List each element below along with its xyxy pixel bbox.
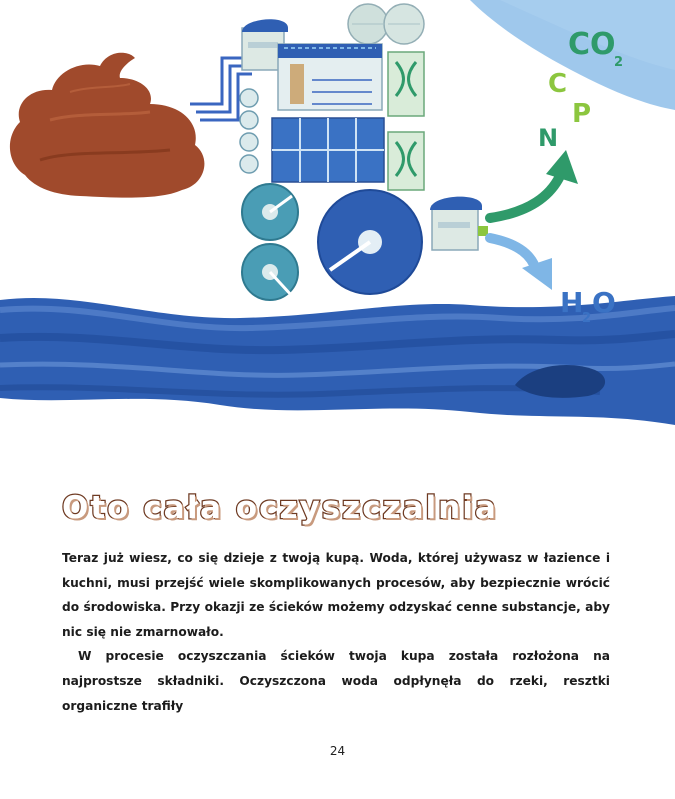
small-filters [240,89,258,173]
page-title: Oto cała oczyszczalnia [62,490,498,526]
co2-subscript: 2 [614,55,624,70]
poop-icon [10,53,205,198]
arrow-up-icon [490,150,578,218]
building-outlet [430,197,488,250]
nitrogen-label: N [538,124,559,152]
green-modules [388,52,424,190]
carbon-label: C [548,69,568,99]
page-number: 24 [329,744,346,758]
h2o-label-h: H [560,286,584,319]
aeration-tanks [272,118,384,182]
grit-chamber [278,44,382,110]
paragraph-1: Teraz już wiesz, co się dzieje z twoją kupą. Woda, której używasz w łazience i kuchni, musi przejść wiele skomplikowanych procesów, aby bezpiecznie wrócić do środowiska. Przy okazji ze ścieków możemy odzyskać cenne substancje, aby nic się nie zmarnowało. [62,551,610,639]
h2o-subscript: 2 [582,311,592,326]
gas-tanks [348,4,424,44]
arrow-down-icon [490,238,552,290]
phosphorus-label: P [572,99,592,129]
h2o-label-o: O [592,286,616,319]
settling-tanks [242,184,422,300]
paragraph-2: W procesie oczyszczania ścieków twoja kupa została rozłożona na najprostsze składniki. Oczyszczona woda odpłynęła do rzeki, resztki organiczne trafiły [62,649,610,713]
co2-label: CO [568,27,616,62]
body-text [62,546,610,718]
